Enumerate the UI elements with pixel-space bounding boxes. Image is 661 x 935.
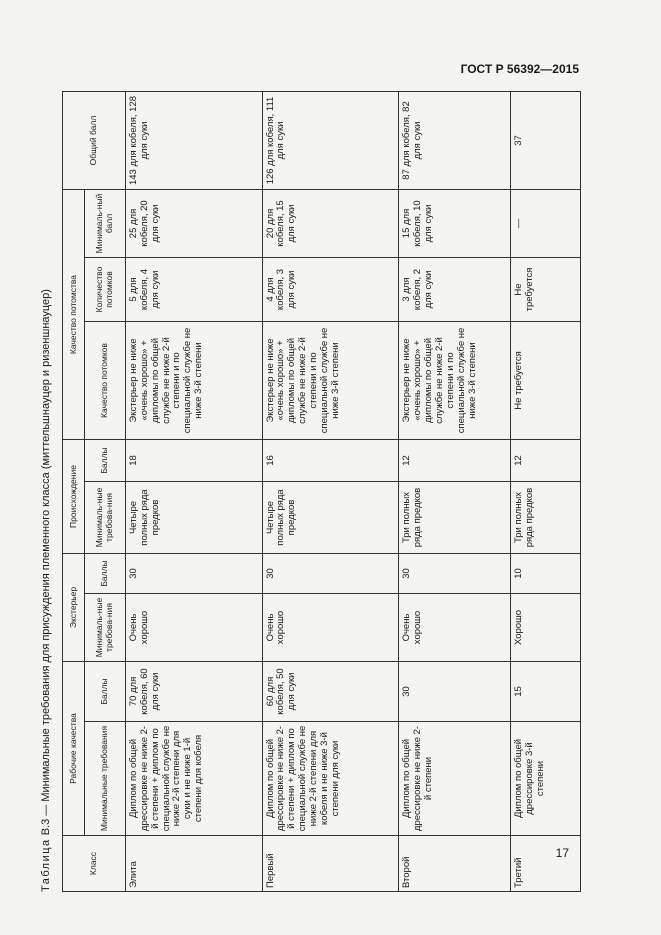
cell-work-pts: 70 для кобеля, 60 для суки [125, 662, 262, 722]
col-orig: Происхождение [63, 440, 85, 554]
cell-work-min: Диплом по общей дрессировке 3-й степени [511, 722, 581, 836]
table-row [511, 92, 581, 892]
header-row-2 [85, 92, 125, 892]
cell-orig-pts: 16 [262, 440, 399, 482]
cell-total: 143 для кобеля, 128 для суки [125, 92, 262, 190]
col-ext-pts: Баллы [85, 554, 125, 594]
cell-off-min: 20 для кобеля, 15 для суки [262, 190, 399, 258]
caption-prefix: Таблица [40, 838, 52, 892]
cell-orig-min: Четыре полных ряда предков [125, 482, 262, 554]
cell-off-count: 3 для кобеля, 2 для суки [399, 258, 511, 322]
cell-off-count: Не требуется [511, 258, 581, 322]
col-off-quality: Качество потомков [85, 322, 125, 440]
col-ext: Экстерьер [63, 554, 85, 662]
cell-class: Элита [125, 836, 262, 892]
cell-off-count: 5 для кобеля, 4 для суки [125, 258, 262, 322]
col-off-count: Количество потомков [85, 258, 125, 322]
cell-work-min: Диплом по общей дрессировке не ниже 2-й степени + диплом по специальной службе не ниже 2-й степени для кобеля и не ниже 3-й степени для суки [262, 722, 399, 836]
cell-ext-pts: 10 [511, 554, 581, 594]
col-work: Рабочие качества [63, 662, 85, 836]
cell-orig-min: Три полных ряда предков [399, 482, 511, 554]
cell-ext-min: Хорошо [511, 594, 581, 662]
cell-total: 37 [511, 92, 581, 190]
cell-orig-pts: 12 [511, 440, 581, 482]
cell-total: 126 для кобеля, 111 для суки [262, 92, 399, 190]
col-total: Общий балл [63, 92, 126, 190]
cell-off-quality: Экстерьер не ниже «очень хорошо» + дипломы по общей службе не ниже 2-й степени и по специальной службе не ниже 3-й степени [399, 322, 511, 440]
table-row [399, 92, 511, 892]
cell-off-min: 15 для кобеля, 10 для суки [399, 190, 511, 258]
cell-class: Первый [262, 836, 399, 892]
header-row-1 [63, 92, 85, 892]
col-orig-pts: Баллы [85, 440, 125, 482]
col-class: Класс [63, 836, 126, 892]
cell-work-min: Диплом по общей дрессировке не ниже 2-й степени [399, 722, 511, 836]
cell-work-pts: 15 [511, 662, 581, 722]
cell-off-min: — [511, 190, 581, 258]
cell-off-min: 25 для кобеля, 20 для суки [125, 190, 262, 258]
col-work-min: Минимальные требования [85, 722, 125, 836]
col-offspring: Качество потомства [63, 190, 85, 440]
cell-off-quality: Экстерьер не ниже «очень хорошо» + дипломы по общей службе не ниже 2-й степени и по специальной службе не ниже 3-й степени [262, 322, 399, 440]
table-row [262, 92, 399, 892]
cell-orig-pts: 12 [399, 440, 511, 482]
standard-number: ГОСТ Р 56392—2015 [460, 62, 579, 76]
cell-ext-pts: 30 [399, 554, 511, 594]
requirements-table [62, 91, 581, 892]
table-row [125, 92, 262, 892]
col-off-min: Минималь-ный балл [85, 190, 125, 258]
cell-class: Второй [399, 836, 511, 892]
cell-ext-pts: 30 [125, 554, 262, 594]
cell-work-pts: 60 для кобеля, 50 для суки [262, 662, 399, 722]
cell-class: Третий [511, 836, 581, 892]
cell-ext-min: Очень хорошо [125, 594, 262, 662]
cell-total: 87 для кобеля, 82 для суки [399, 92, 511, 190]
col-work-pts: Баллы [85, 662, 125, 722]
page-number: 17 [555, 846, 569, 860]
cell-ext-min: Очень хорошо [399, 594, 511, 662]
caption-number: В.3 [40, 818, 52, 836]
table-caption [40, 289, 52, 892]
rotated-table-block [40, 92, 581, 892]
caption-text: — Минимальные требования для присуждения племенного класса (миттельшнауцер и ризеншнауцер) [40, 289, 52, 819]
col-orig-min: Минималь-ные требова-ния [85, 482, 125, 554]
cell-orig-min: Три полных ряда предков [511, 482, 581, 554]
cell-off-count: 4 для кобеля, 3 для суки [262, 258, 399, 322]
cell-off-quality: Не требуется [511, 322, 581, 440]
cell-ext-min: Очень хорошо [262, 594, 399, 662]
cell-ext-pts: 30 [262, 554, 399, 594]
cell-orig-pts: 18 [125, 440, 262, 482]
cell-work-pts: 30 [399, 662, 511, 722]
cell-work-min: Диплом по общей дрессировке не ниже 2-й степени + диплом по специальной службе не ниже 2-й степени для суки и не ниже 1-й степени для кобеля [125, 722, 262, 836]
cell-off-quality: Экстерьер не ниже «очень хорошо» + дипломы по общей службе не ниже 2-й степени и по специальной службе не ниже 3-й степени [125, 322, 262, 440]
cell-orig-min: Четыре полных ряда предков [262, 482, 399, 554]
col-ext-min: Минималь-ные требова-ния [85, 594, 125, 662]
